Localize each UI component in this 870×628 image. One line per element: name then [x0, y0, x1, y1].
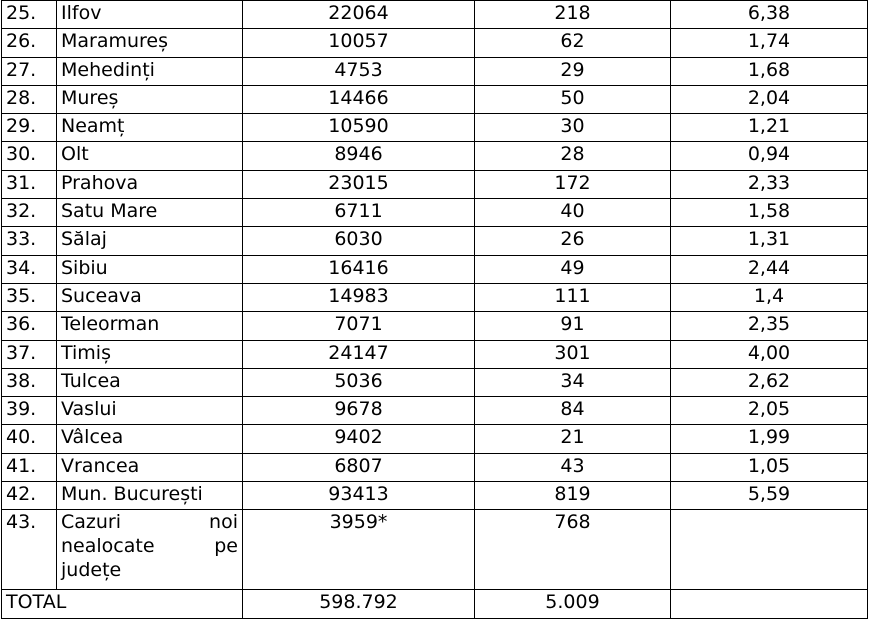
county-statistics-table [1, 0, 868, 619]
total-cases-cell: 598.792 [243, 590, 475, 618]
row-number: 37. [2, 340, 57, 368]
county-name: Prahova [57, 170, 243, 198]
row-number: 27. [2, 57, 57, 85]
deaths-cell: 34 [475, 368, 671, 396]
rate-cell [671, 510, 868, 590]
total-rate-cell [671, 590, 868, 618]
deaths-cell: 819 [475, 482, 671, 510]
rate-cell: 1,68 [671, 57, 868, 85]
rate-cell: 1,21 [671, 114, 868, 142]
cases-cell: 9402 [243, 425, 475, 453]
cases-cell: 3959* [243, 510, 475, 590]
deaths-cell: 301 [475, 340, 671, 368]
deaths-cell: 49 [475, 255, 671, 283]
label-line [61, 534, 238, 558]
deaths-cell: 62 [475, 29, 671, 57]
rate-cell: 2,44 [671, 255, 868, 283]
cases-cell: 14466 [243, 85, 475, 113]
table-row [2, 142, 868, 170]
table-row [2, 283, 868, 311]
cases-cell: 4753 [243, 57, 475, 85]
row-number: 36. [2, 312, 57, 340]
row-number: 25. [2, 1, 57, 29]
rate-cell: 2,33 [671, 170, 868, 198]
label-line [61, 558, 238, 582]
row-number: 42. [2, 482, 57, 510]
county-name: Vâlcea [57, 425, 243, 453]
table-row [2, 482, 868, 510]
label-word: județe [61, 559, 122, 582]
row-number: 28. [2, 85, 57, 113]
deaths-cell: 28 [475, 142, 671, 170]
rate-cell: 1,4 [671, 283, 868, 311]
cases-cell: 5036 [243, 368, 475, 396]
county-name: Olt [57, 142, 243, 170]
county-name: Sibiu [57, 255, 243, 283]
cases-cell: 23015 [243, 170, 475, 198]
deaths-cell: 50 [475, 85, 671, 113]
table-body [2, 1, 868, 619]
county-name: Mureș [57, 85, 243, 113]
deaths-cell: 111 [475, 283, 671, 311]
table-row [2, 199, 868, 227]
table-row [2, 1, 868, 29]
table-row [2, 57, 868, 85]
county-name: Ilfov [57, 1, 243, 29]
label-line [61, 510, 238, 534]
county-name: Mun. București [57, 482, 243, 510]
rate-cell: 1,74 [671, 29, 868, 57]
cases-cell: 22064 [243, 1, 475, 29]
county-name: Maramureș [57, 29, 243, 57]
rate-cell: 1,58 [671, 199, 868, 227]
table-row [2, 425, 868, 453]
label-word: noi [209, 511, 238, 534]
table-row [2, 255, 868, 283]
label-word: nealocate [61, 535, 155, 558]
row-number: 30. [2, 142, 57, 170]
cases-cell: 7071 [243, 312, 475, 340]
county-name: Tulcea [57, 368, 243, 396]
deaths-cell: 21 [475, 425, 671, 453]
table-row-unallocated [2, 510, 868, 590]
county-name: Timiș [57, 340, 243, 368]
deaths-cell: 40 [475, 199, 671, 227]
county-name: Neamț [57, 114, 243, 142]
table-row [2, 453, 868, 481]
table-row [2, 29, 868, 57]
county-name: Mehedinți [57, 57, 243, 85]
rate-cell: 2,62 [671, 368, 868, 396]
county-name: Vaslui [57, 397, 243, 425]
row-number: 40. [2, 425, 57, 453]
rate-cell: 1,31 [671, 227, 868, 255]
row-number: 29. [2, 114, 57, 142]
rate-cell: 4,00 [671, 340, 868, 368]
county-name: Suceava [57, 283, 243, 311]
rate-cell: 0,94 [671, 142, 868, 170]
row-number: 33. [2, 227, 57, 255]
row-number: 31. [2, 170, 57, 198]
table-row [2, 340, 868, 368]
unallocated-label [57, 510, 243, 590]
cases-cell: 14983 [243, 283, 475, 311]
rate-cell: 6,38 [671, 1, 868, 29]
deaths-cell: 84 [475, 397, 671, 425]
county-name: Satu Mare [57, 199, 243, 227]
cases-cell: 6807 [243, 453, 475, 481]
rate-cell: 1,05 [671, 453, 868, 481]
row-number: 32. [2, 199, 57, 227]
cases-cell: 9678 [243, 397, 475, 425]
label-word: pe [214, 535, 238, 558]
deaths-cell: 43 [475, 453, 671, 481]
row-number: 39. [2, 397, 57, 425]
rate-cell: 1,99 [671, 425, 868, 453]
cases-cell: 16416 [243, 255, 475, 283]
table-row [2, 368, 868, 396]
deaths-cell: 26 [475, 227, 671, 255]
cases-cell: 8946 [243, 142, 475, 170]
total-deaths-cell: 5.009 [475, 590, 671, 618]
deaths-cell: 218 [475, 1, 671, 29]
county-name: Teleorman [57, 312, 243, 340]
county-name: Sălaj [57, 227, 243, 255]
deaths-cell: 29 [475, 57, 671, 85]
cases-cell: 93413 [243, 482, 475, 510]
cases-cell: 10590 [243, 114, 475, 142]
rate-cell: 2,05 [671, 397, 868, 425]
row-number: 35. [2, 283, 57, 311]
deaths-cell: 768 [475, 510, 671, 590]
rate-cell: 5,59 [671, 482, 868, 510]
rate-cell: 2,04 [671, 85, 868, 113]
label-word: Cazuri [61, 511, 122, 534]
table-row [2, 170, 868, 198]
deaths-cell: 30 [475, 114, 671, 142]
total-label: TOTAL [2, 590, 243, 618]
row-number: 43. [2, 510, 57, 590]
county-name: Vrancea [57, 453, 243, 481]
table-row [2, 312, 868, 340]
table-row [2, 114, 868, 142]
table-row-total [2, 590, 868, 618]
cases-cell: 6030 [243, 227, 475, 255]
row-number: 41. [2, 453, 57, 481]
rate-cell: 2,35 [671, 312, 868, 340]
table-row [2, 227, 868, 255]
row-number: 26. [2, 29, 57, 57]
table-row [2, 397, 868, 425]
cases-cell: 6711 [243, 199, 475, 227]
table-row [2, 85, 868, 113]
deaths-cell: 91 [475, 312, 671, 340]
cases-cell: 10057 [243, 29, 475, 57]
cases-cell: 24147 [243, 340, 475, 368]
row-number: 34. [2, 255, 57, 283]
deaths-cell: 172 [475, 170, 671, 198]
row-number: 38. [2, 368, 57, 396]
